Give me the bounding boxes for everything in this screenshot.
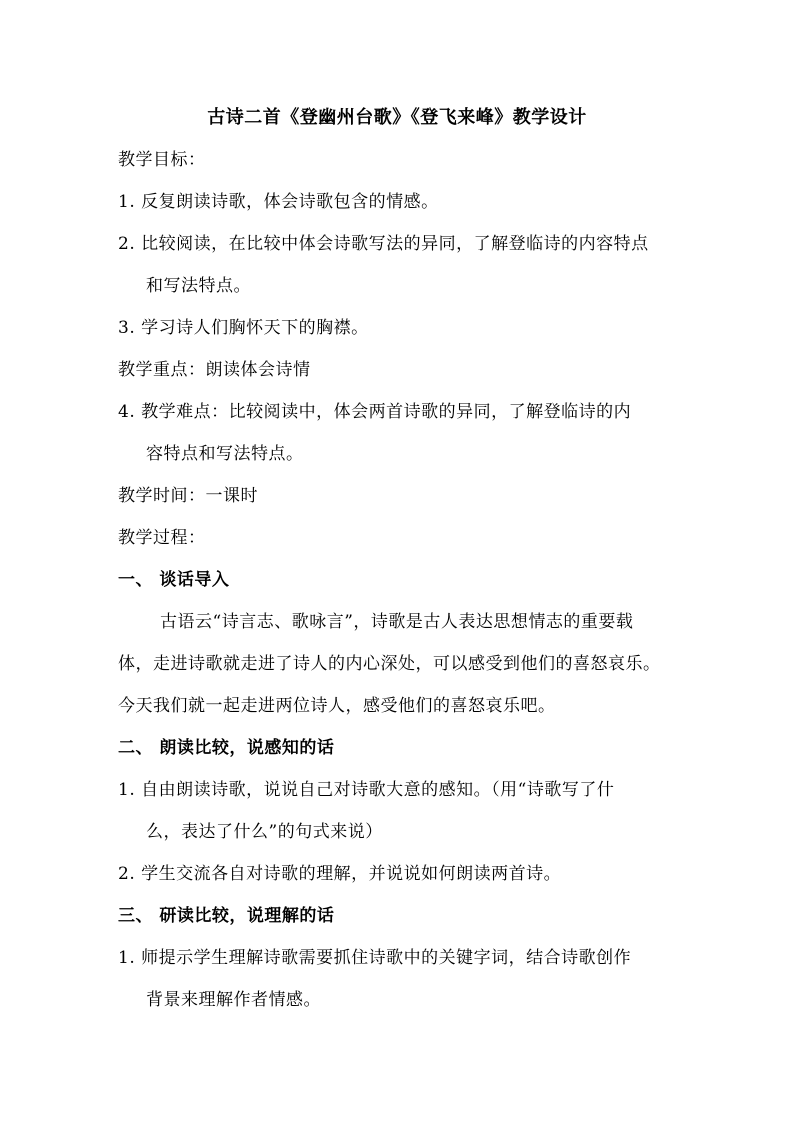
section-2-line-1: 1. 自由朗读诗歌，说说自己对诗歌大意的感知。（用“诗歌写了什 bbox=[118, 780, 615, 800]
section-3-line-1: 1. 师提示学生理解诗歌需要抓住诗歌中的关键字词，结合诗歌创作 bbox=[118, 948, 632, 968]
section-1-line-2: 体，走进诗歌就走进了诗人的内心深处，可以感受到他们的喜怒哀乐。 bbox=[118, 654, 661, 674]
section-2-heading: 二、 朗读比较，说感知的话 bbox=[118, 738, 335, 758]
objective-2-continued: 和写法特点。 bbox=[146, 276, 251, 296]
objectives-heading: 教学目标： bbox=[118, 150, 206, 170]
section-1-line-1: 古语云“诗言志、歌咏言”，诗歌是古人表达思想情志的重要载 bbox=[160, 612, 634, 632]
key-point: 教学重点：朗读体会诗情 bbox=[118, 360, 311, 380]
section-1-heading: 一、 谈话导入 bbox=[118, 570, 230, 590]
section-2-line-3: 2. 学生交流各自对诗歌的理解，并说说如何朗读两首诗。 bbox=[118, 864, 562, 884]
teaching-time: 教学时间：一课时 bbox=[118, 486, 258, 506]
section-3-line-2: 背景来理解作者情感。 bbox=[146, 990, 321, 1010]
process-heading: 教学过程： bbox=[118, 528, 206, 548]
difficulty-line-2: 容特点和写法特点。 bbox=[146, 444, 304, 464]
section-2-line-2: 么，表达了什么”的句式来说） bbox=[146, 822, 383, 842]
section-1-line-3: 今天我们就一起走进两位诗人，感受他们的喜怒哀乐吧。 bbox=[118, 696, 556, 716]
section-3-heading: 三、 研读比较，说理解的话 bbox=[118, 906, 335, 926]
objective-1: 1. 反复朗读诗歌，体会诗歌包含的情感。 bbox=[118, 192, 439, 212]
difficulty-line-1: 4. 教学难点：比较阅读中，体会两首诗歌的异同，了解登临诗的内 bbox=[118, 402, 632, 422]
objective-2: 2. 比较阅读，在比较中体会诗歌写法的异同，了解登临诗的内容特点 bbox=[118, 234, 649, 254]
objective-3: 3. 学习诗人们胸怀天下的胸襟。 bbox=[118, 318, 369, 338]
document-title: 古诗二首《登幽州台歌》《登飞来峰》教学设计 bbox=[207, 107, 587, 128]
